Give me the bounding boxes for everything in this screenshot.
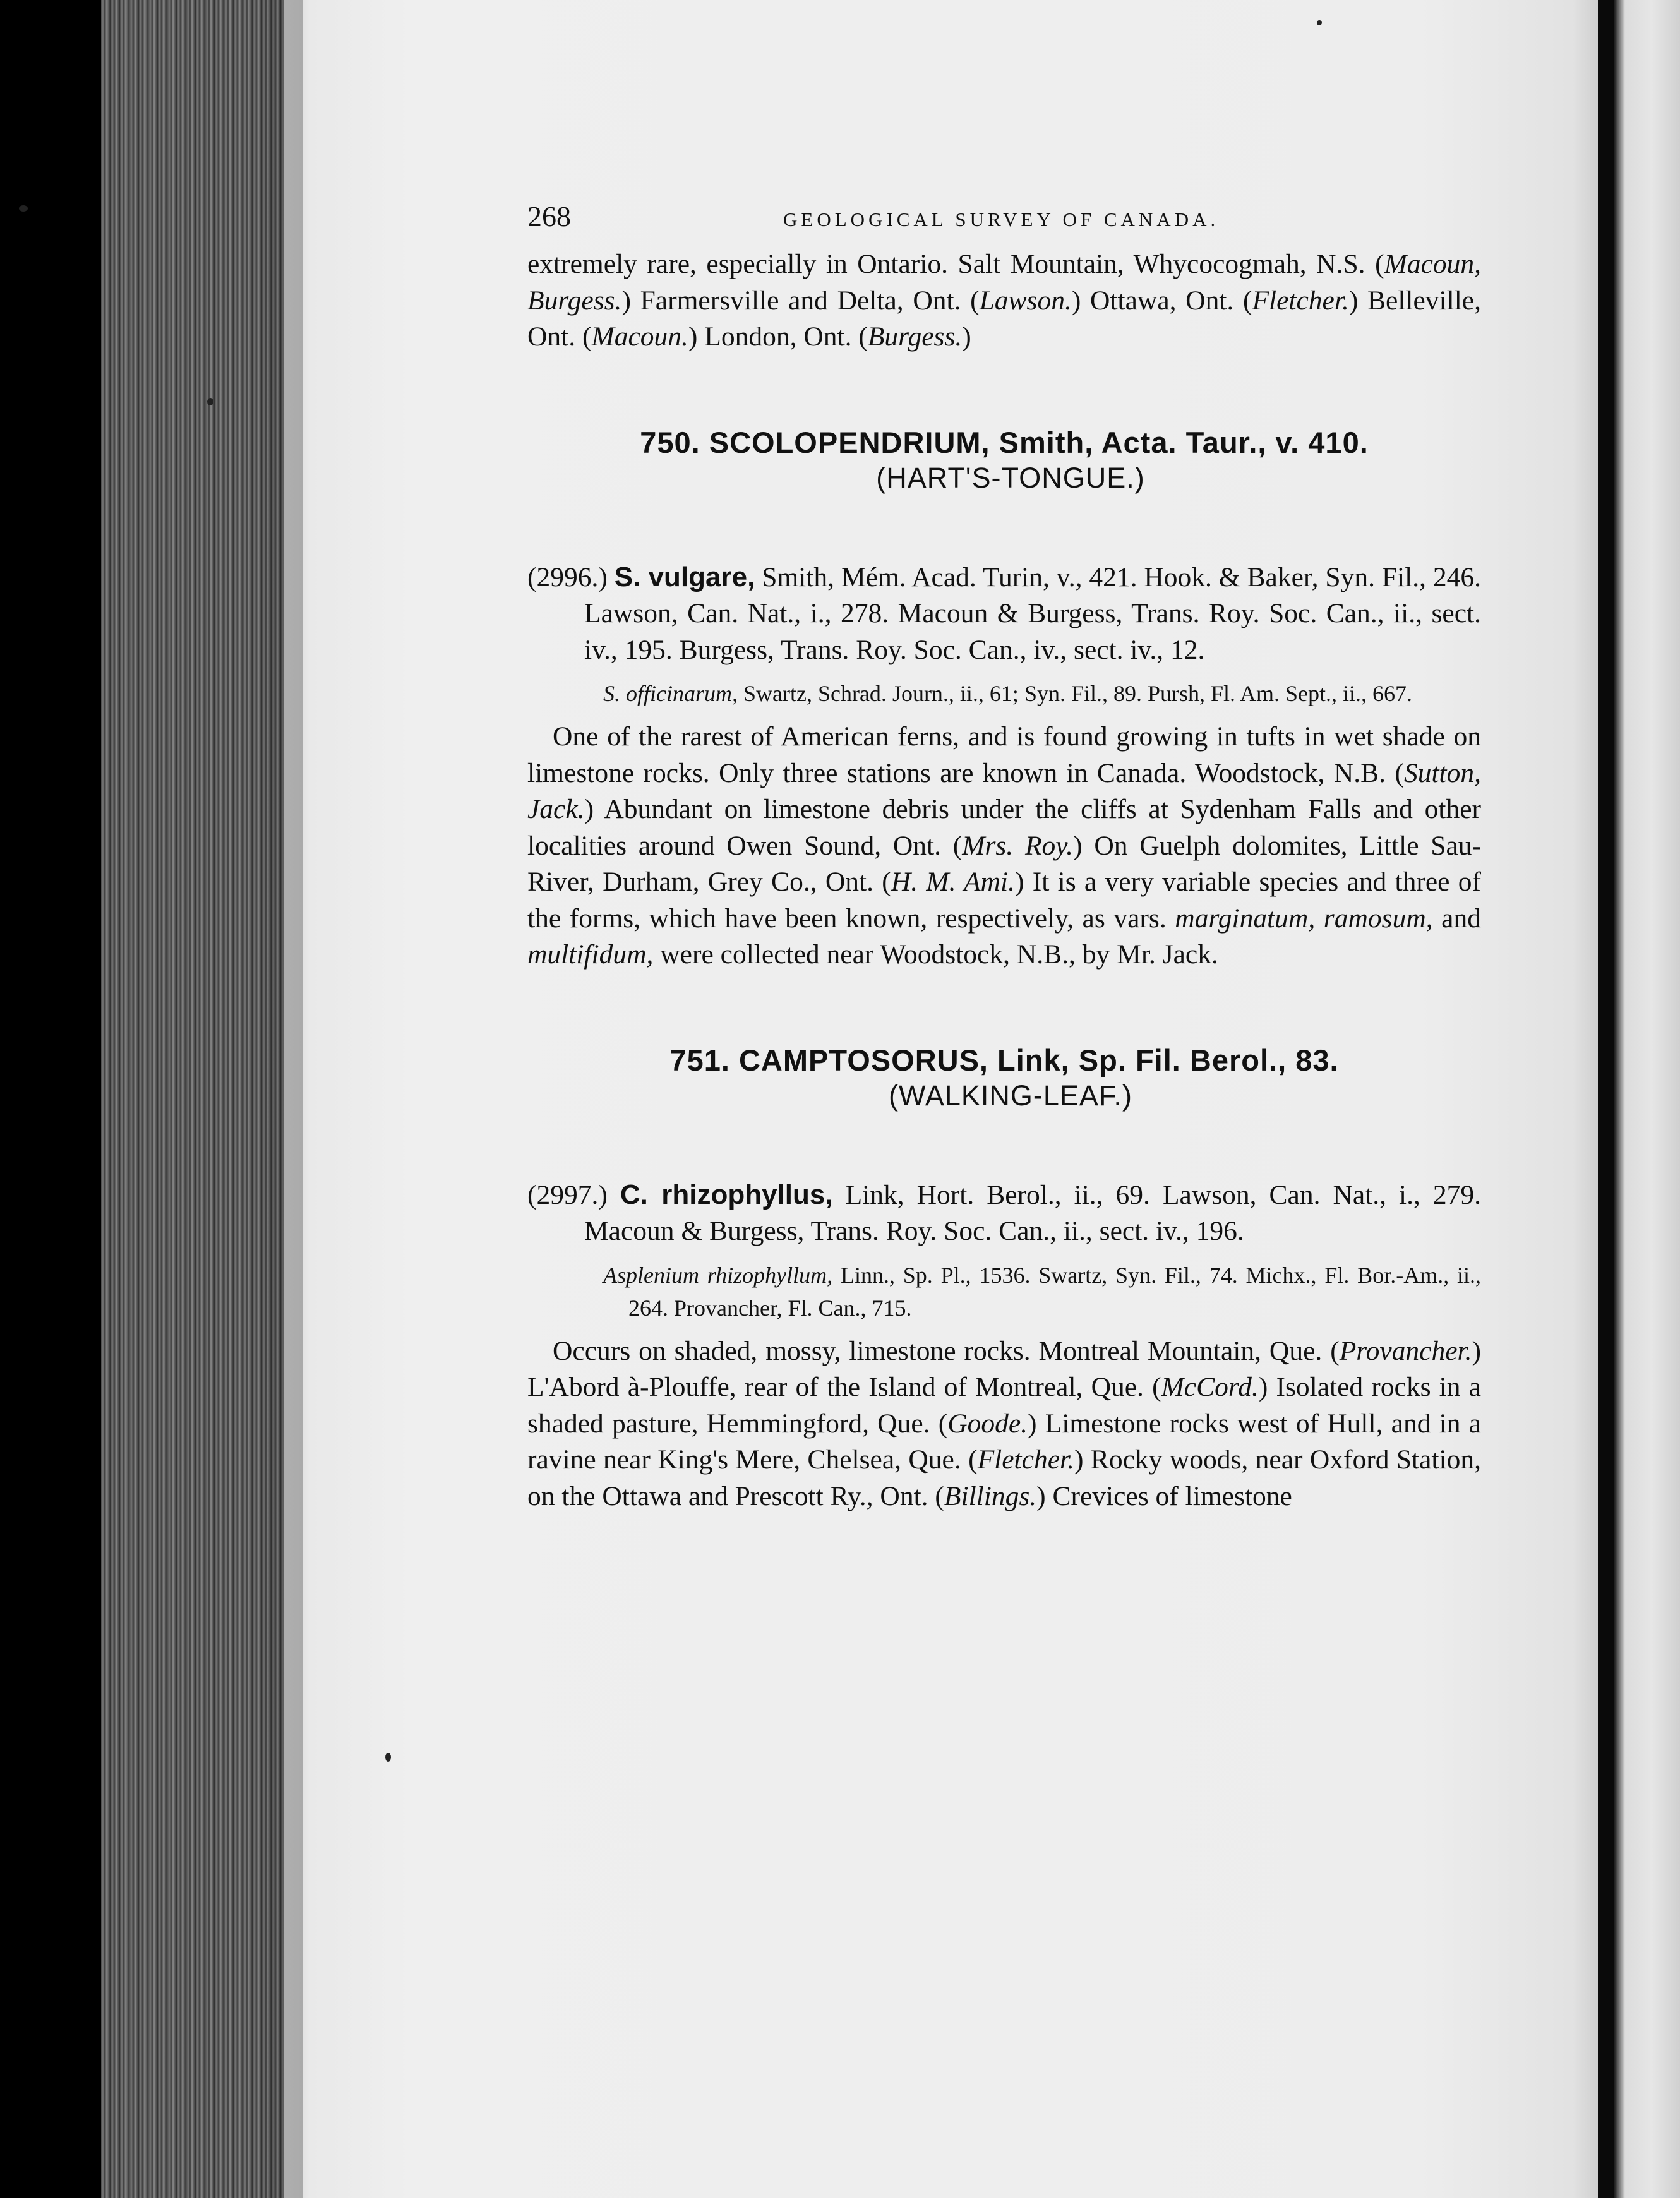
spacer — [527, 496, 1481, 559]
desc-text: ) Crevices of limestone — [1036, 1480, 1292, 1511]
genus-heading-751 — [527, 1043, 1481, 1114]
genus-common-name: (HART'S-TONGUE.) — [876, 461, 1145, 494]
desc-text: Occurs on shaded, mossy, limestone rocks. Montreal Mountain, Que. ( — [553, 1335, 1340, 1366]
synonym-references: Swartz, Schrad. Journ., ii., 61; Syn. Fil., 89. Pursh, Fl. Am. Sept., ii., 667. — [743, 681, 1413, 706]
desc-text: were collected near Woodstock, N.B., by Mr. Jack. — [653, 939, 1218, 970]
desc-text: ) Isolated rocks in a shaded pasture, Hemmingford, Que. ( — [527, 1372, 1481, 1439]
collector-citation: Goode. — [947, 1408, 1028, 1439]
collector-citation: Fletcher. — [977, 1444, 1074, 1475]
desc-text: ) On Guelph dolomites, Little Sau-River, Durham, Grey Co., Ont. ( — [527, 830, 1482, 897]
scan-speck — [207, 398, 213, 405]
species-references: Smith, Mém. Acad. Turin, v., 421. Hook. & Baker, Syn. Fil., 246. Lawson, Can. Nat., i., 278. Macoun & Burgess, Trans. Roy. Soc. Can., ii., sect. iv., 195. Burgess, Trans. Roy. Soc. Can., iv., sect. iv., 12. — [584, 562, 1482, 665]
intro-text: ) Farmersville and Delta, Ont. ( — [621, 285, 980, 316]
intro-text: ) Ottawa, Ont. ( — [1071, 285, 1252, 316]
desc-text: ) Abundant on limestone debris under the cliffs at Sydenham Falls and other localities around Owen Sound, Ont. ( — [527, 794, 1481, 861]
genus-common-name: (WALKING-LEAF.) — [889, 1079, 1132, 1112]
collector-citation: Lawson. — [979, 285, 1072, 316]
species-entry-2997 — [527, 1177, 1481, 1250]
scan-speck — [385, 1753, 391, 1762]
running-head — [527, 189, 1481, 246]
desc-text: ) L'Abord à-Plouffe, rear of the Island of Montreal, Que. ( — [527, 1335, 1481, 1402]
gutter-shadow — [253, 0, 303, 2198]
scan-speck — [1317, 20, 1322, 25]
collector-citation: H. M. Ami. — [891, 867, 1015, 897]
spacer — [527, 1114, 1481, 1177]
desc-text: ) Rocky woods, near Oxford Station, on the Ottawa and Prescott Ry., Ont. ( — [527, 1444, 1481, 1511]
desc-text: ) It is a very variable species and three of the forms, which have been known, respectively, as vars. — [527, 867, 1481, 934]
species-name: S. vulgare, — [614, 561, 755, 592]
collector-citation: Macoun, Burgess. — [527, 249, 1481, 316]
synonym-name: Asplenium rhizophyllum, — [603, 1262, 833, 1288]
genus-title: 750. SCOLOPENDRIUM, Smith, Acta. Taur., v. 410. — [640, 425, 1369, 459]
running-title: GEOLOGICAL SURVEY OF CANADA. — [783, 208, 1220, 231]
synonym-name: S. officinarum, — [603, 681, 738, 706]
page-number: 268 — [527, 200, 571, 232]
right-gap — [1598, 0, 1614, 2198]
species-number: (2996.) — [527, 562, 608, 592]
intro-text: ) London, Ont. ( — [688, 321, 868, 352]
species-entry-2996 — [527, 559, 1481, 669]
species-name: C. rhizophyllus, — [620, 1179, 833, 1210]
species-description — [527, 1333, 1481, 1515]
spacer — [527, 973, 1481, 1043]
scan-speck — [19, 205, 28, 212]
collector-citation: Mrs. Roy. — [962, 830, 1074, 861]
collector-citation: McCord. — [1161, 1372, 1259, 1402]
synonym-references: Linn., Sp. Pl., 1536. Swartz, Syn. Fil., 74. Michx., Fl. Bor.-Am., ii., 264. Provancher, Fl. Can., 715. — [628, 1262, 1482, 1321]
variety-names: marginatum, ramosum, — [1175, 903, 1433, 934]
page-text — [527, 189, 1481, 1515]
intro-text: ) — [962, 321, 971, 352]
intro-text: ) Belleville, Ont. ( — [527, 285, 1481, 352]
intro-paragraph — [527, 246, 1481, 356]
collector-citation: Fletcher. — [1252, 285, 1349, 316]
collector-citation: Burgess. — [867, 321, 963, 352]
collector-citation: Macoun. — [591, 321, 688, 352]
species-references: Link, Hort. Berol., ii., 69. Lawson, Can. Nat., i., 279. Macoun & Burgess, Trans. Roy. Soc. Can., ii., sect. iv., 196. — [584, 1179, 1482, 1246]
collector-citation: Billings. — [944, 1480, 1037, 1511]
collector-citation: Sutton, Jack. — [527, 757, 1481, 824]
species-description — [527, 719, 1481, 973]
genus-heading-750 — [527, 425, 1481, 496]
desc-text: ) Limestone rocks west of Hull, and in a ravine near King's Mere, Chelsea, Que. ( — [527, 1408, 1481, 1475]
synonymy — [527, 1259, 1481, 1324]
collector-citation: Provancher. — [1339, 1335, 1472, 1366]
synonymy — [527, 677, 1481, 710]
spacer — [527, 356, 1481, 425]
desc-text: and — [1432, 903, 1481, 934]
genus-title: 751. CAMPTOSORUS, Link, Sp. Fil. Berol., 83. — [669, 1043, 1339, 1077]
species-number: (2997.) — [527, 1179, 608, 1210]
variety-names: multifidum, — [527, 939, 654, 970]
intro-text: extremely rare, especially in Ontario. Salt Mountain, Whycocogmah, N.S. ( — [527, 249, 1384, 279]
desc-text: One of the rarest of American ferns, and is found growing in tufts in wet shade on limestone rocks. Only three stations are known in Canada. Woodstock, N.B. ( — [527, 721, 1481, 788]
next-page-edge — [1614, 0, 1680, 2198]
